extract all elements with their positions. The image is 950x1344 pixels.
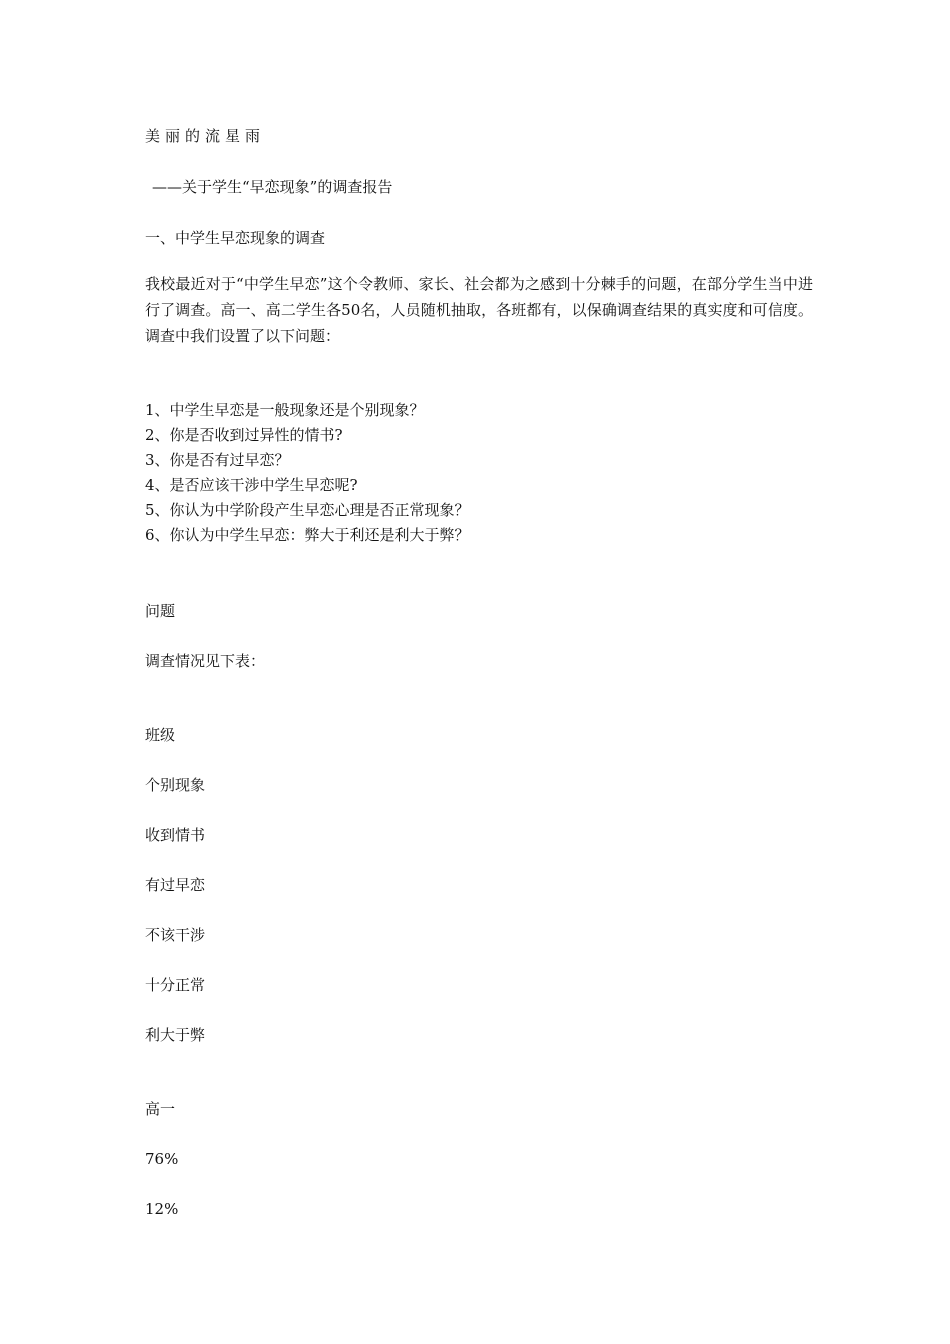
table-cell: 12% xyxy=(145,1200,179,1218)
question-item: 2、你是否收到过异性的情书? xyxy=(145,426,343,444)
section-heading: 一、中学生早恋现象的调查 xyxy=(145,229,326,247)
table-row-label: 高一 xyxy=(145,1100,176,1118)
question-item: 3、你是否有过早恋？ xyxy=(145,451,290,469)
table-header-cell: 不该干涉 xyxy=(145,926,206,944)
table-header-cell: 收到情书 xyxy=(145,826,206,844)
table-header-cell: 十分正常 xyxy=(145,976,206,994)
question-label: 问题 xyxy=(145,602,176,620)
table-header-cell: 利大于弊 xyxy=(145,1026,206,1044)
table-header-cell: 班级 xyxy=(145,726,176,744)
table-header-cell: 有过早恋 xyxy=(145,876,206,894)
document-title: 美丽的流星雨 xyxy=(145,127,266,145)
question-item: 5、你认为中学阶段产生早恋心理是否正常现象？ xyxy=(145,501,470,519)
table-cell: 76% xyxy=(145,1150,179,1168)
intro-paragraph: 我校最近对于“中学生早恋”这个令教师、家长、社会都为之感到十分棘手的问题，在部分学生当中进行了调查。高一、高二学生各50名，人员随机抽取，各班都有，以保确调查结果的真实度和可信度。调查中我们设置了以下问题： xyxy=(145,275,813,345)
document-subtitle: ——关于学生“早恋现象”的调查报告 xyxy=(152,178,393,196)
question-item: 4、是否应该干涉中学生早恋呢? xyxy=(145,476,358,494)
question-item: 6、你认为中学生早恋：弊大于利还是利大于弊？ xyxy=(145,526,470,544)
table-intro: 调查情况见下表： xyxy=(145,652,266,670)
table-header-cell: 个别现象 xyxy=(145,776,206,794)
question-item: 1、中学生早恋是一般现象还是个别现象？ xyxy=(145,401,425,419)
